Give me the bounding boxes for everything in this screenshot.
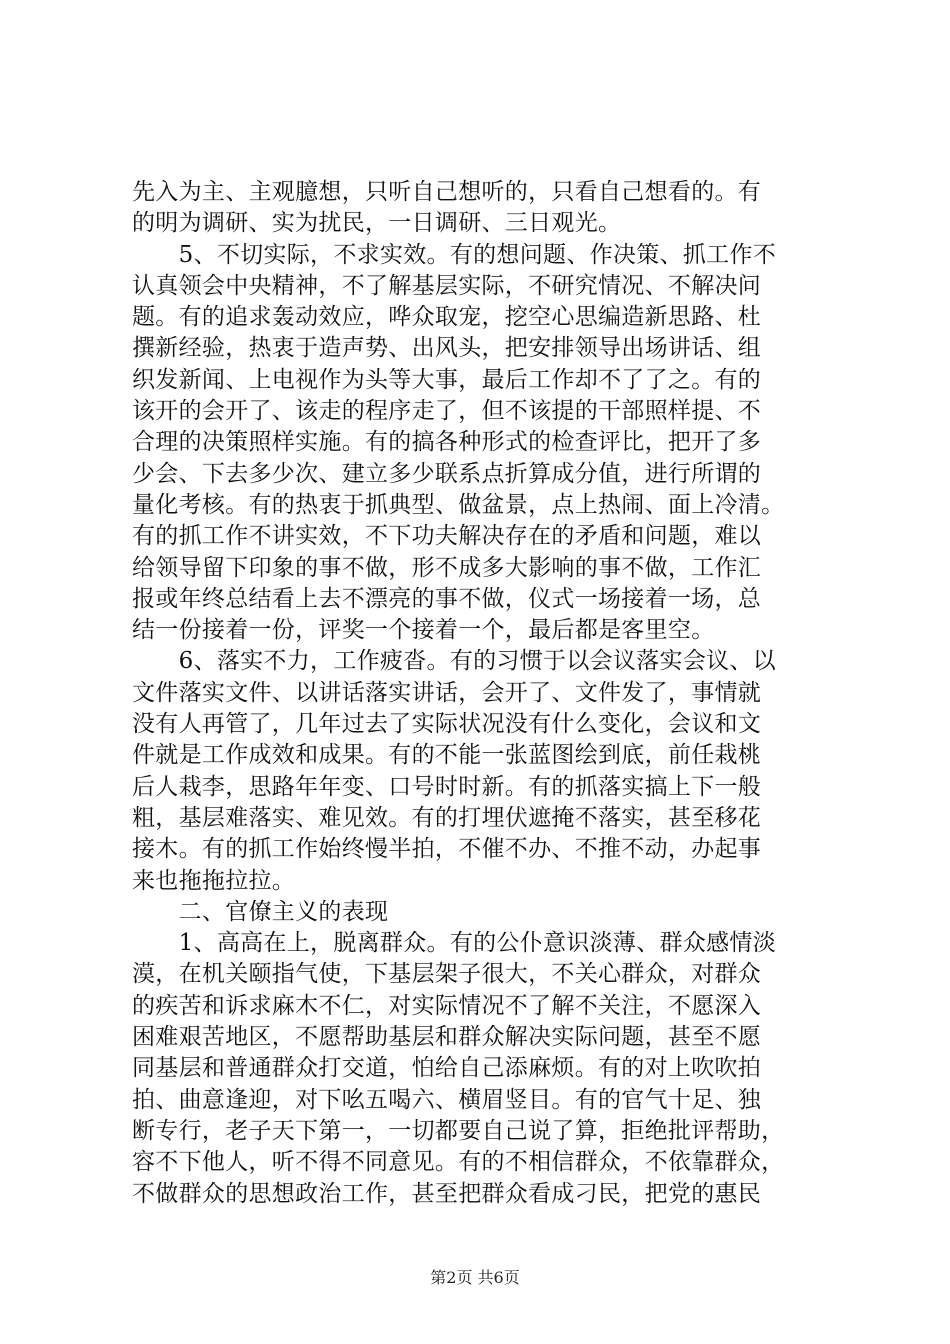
text-line: 同基层和普通群众打交道，怕给自己添麻烦。有的对上吹吹拍 [132, 1055, 762, 1082]
text-line: 容不下他人，听不得不同意见。有的不相信群众，不依靠群众， [132, 1149, 785, 1176]
text-line: 的疾苦和诉求麻木不仁，对实际情况不了解不关注，不愿深入 [132, 992, 762, 1019]
text-line: 5、不切实际，不求实效。有的想问题、作决策、抓工作不 [132, 241, 777, 268]
text-line: 题。有的追求轰动效应，哗众取宠，挖空心思编造新思路、杜 [132, 304, 762, 331]
text-line: 来也拖拖拉拉。 [132, 867, 296, 894]
text-line: 合理的决策照样实施。有的搞各种形式的检查评比，把开了多 [132, 429, 762, 456]
text-line: 织发新闻、上电视作为头等大事，最后工作却不了了之。有的 [132, 366, 762, 393]
text-line: 拍、曲意逢迎，对下吆五喝六、横眉竖目。有的官气十足、独 [132, 1086, 762, 1113]
text-line: 二、官僚主义的表现 [132, 898, 389, 925]
text-line: 接木。有的抓工作始终慢半拍，不催不办、不推不动，办起事 [132, 836, 762, 863]
text-line: 给领导留下印象的事不做，形不成多大影响的事不做，工作汇 [132, 554, 762, 581]
text-line: 的明为调研、实为扰民，一日调研、三日观光。 [132, 210, 622, 237]
text-line: 认真领会中央精神，不了解基层实际，不研究情况、不解决问 [132, 272, 762, 299]
text-line: 没有人再管了，几年过去了实际状况没有什么变化，会议和文 [132, 711, 762, 738]
text-line: 困难艰苦地区，不愿帮助基层和群众解决实际问题，甚至不愿 [132, 1024, 762, 1051]
text-line: 该开的会开了、该走的程序走了，但不该提的干部照样提、不 [132, 398, 762, 425]
text-line: 后人栽李，思路年年变、口号时时新。有的抓落实搞上下一般 [132, 773, 762, 800]
text-line: 撰新经验，热衷于造声势、出风头，把安排领导出场讲话、组 [132, 335, 762, 362]
text-line: 少会、下去多少次、建立多少联系点折算成分值，进行所谓的 [132, 460, 762, 487]
text-line: 断专行，老子天下第一，一切都要自己说了算，拒绝批评帮助， [132, 1117, 785, 1144]
text-line: 量化考核。有的热衷于抓典型、做盆景，点上热闹、面上冷清。 [132, 491, 785, 518]
text-line: 文件落实文件、以讲话落实讲话，会开了、文件发了，事情就 [132, 679, 762, 706]
text-line: 件就是工作成效和成果。有的不能一张蓝图绘到底，前任栽桃 [132, 742, 762, 769]
text-line: 漠，在机关颐指气使，下基层架子很大，不关心群众，对群众 [132, 961, 762, 988]
text-line: 粗，基层难落实、难见效。有的打埋伏遮掩不落实，甚至移花 [132, 804, 762, 831]
body-text [132, 177, 832, 1210]
text-line: 不做群众的思想政治工作，甚至把群众看成刁民，把党的惠民 [132, 1180, 762, 1207]
text-line: 6、落实不力，工作疲沓。有的习惯于以会议落实会议、以 [132, 648, 777, 675]
text-line: 有的抓工作不讲实效，不下功夫解决存在的矛盾和问题，难以 [132, 523, 762, 550]
text-line: 报或年终总结看上去不漂亮的事不做，仪式一场接着一场，总 [132, 585, 762, 612]
page-footer: 第2页 共6页 [430, 1268, 520, 1287]
text-line: 先入为主、主观臆想，只听自己想听的，只看自己想看的。有 [132, 179, 762, 205]
text-line: 结一份接着一份，评奖一个接着一个，最后都是客里空。 [132, 617, 715, 644]
text-line: 1、高高在上，脱离群众。有的公仆意识淡薄、群众感情淡 [132, 930, 777, 957]
